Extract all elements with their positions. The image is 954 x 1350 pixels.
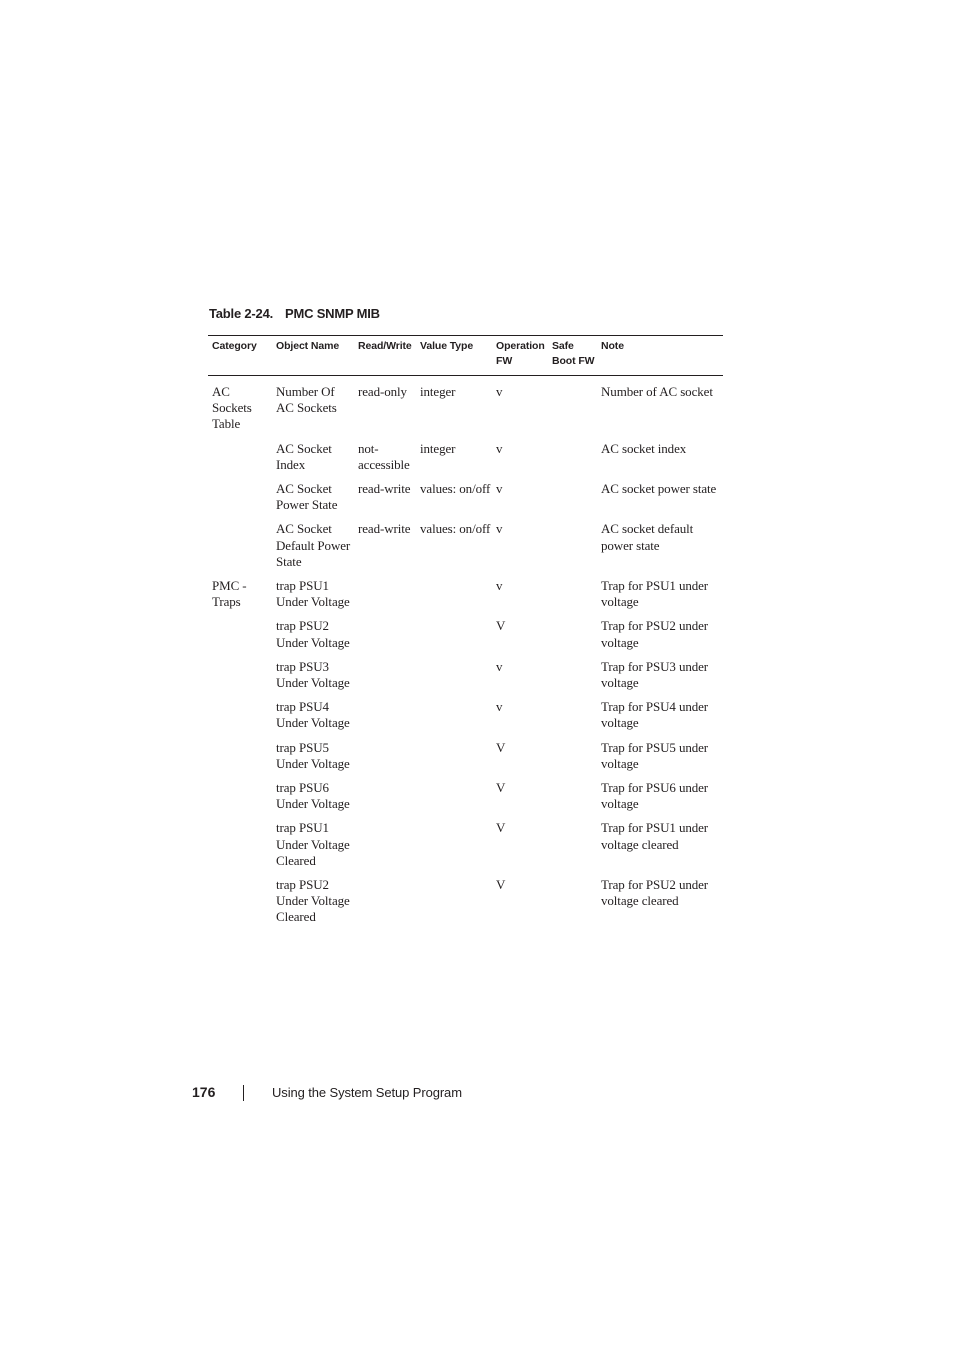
cell-operation-fw: v	[496, 658, 503, 674]
table-row	[208, 618, 723, 658]
cell-value-type: values: on/off	[420, 481, 491, 497]
table-row	[208, 699, 723, 739]
cell-safe-boot-fw	[548, 618, 597, 658]
cell-object-name: AC Socket Power State	[276, 481, 338, 513]
cell-read-write: read-write	[358, 521, 411, 537]
cell-note: AC socket default power state	[601, 521, 694, 553]
cell-operation-fw: V	[496, 877, 506, 893]
cell-safe-boot-fw	[548, 376, 597, 441]
cell-note: Trap for PSU2 under voltage cleared	[601, 877, 709, 909]
cell-category: AC Sockets Table	[212, 384, 252, 432]
cell-object-name: Number Of AC Sockets	[276, 384, 337, 416]
table-row	[208, 740, 723, 780]
cell-safe-boot-fw	[548, 441, 597, 481]
page-number: 176	[192, 1084, 216, 1100]
cell-safe-boot-fw	[548, 820, 597, 877]
cell-category	[208, 659, 272, 699]
cell-operation-fw: v	[496, 440, 503, 456]
cell-safe-boot-fw	[548, 740, 597, 780]
cell-operation-fw: V	[496, 739, 506, 755]
cell-safe-boot-fw	[548, 699, 597, 739]
cell-read-write: read-only	[358, 384, 407, 399]
cell-category	[208, 780, 272, 820]
table-row	[208, 659, 723, 699]
cell-value-type	[416, 877, 492, 934]
cell-object-name: AC Socket Default Power State	[276, 521, 351, 569]
cell-note: AC socket index	[601, 440, 687, 456]
cell-category	[208, 877, 272, 934]
cell-category	[208, 820, 272, 877]
cell-category	[208, 740, 272, 780]
cell-operation-fw: V	[496, 780, 506, 796]
cell-operation-fw: v	[496, 578, 503, 594]
cell-category	[208, 441, 272, 481]
cell-object-name: trap PSU3 Under Voltage	[276, 658, 350, 691]
pmc-snmp-mib-table	[208, 335, 723, 934]
table-caption	[209, 306, 380, 321]
cell-category: PMC - Traps	[212, 578, 247, 610]
header-value-type: Value Type	[416, 336, 492, 376]
cell-read-write	[354, 877, 416, 934]
cell-operation-fw: v	[496, 481, 503, 497]
cell-note: Trap for PSU4 under voltage	[601, 699, 709, 731]
cell-object-name: trap PSU4 Under Voltage	[276, 699, 350, 731]
cell-read-write	[354, 740, 416, 780]
cell-read-write	[354, 578, 416, 618]
footer-divider	[243, 1085, 244, 1101]
cell-read-write	[354, 820, 416, 877]
cell-value-type	[416, 780, 492, 820]
header-read-write: Read/Write	[354, 336, 416, 376]
table-caption-number: Table 2-24.	[209, 306, 274, 321]
header-note: Note	[597, 336, 723, 376]
cell-category	[208, 521, 272, 578]
cell-read-write	[354, 659, 416, 699]
cell-value-type	[416, 659, 492, 699]
cell-read-write: not-accessible	[358, 440, 410, 472]
cell-operation-fw: V	[496, 820, 506, 836]
cell-note: Trap for PSU3 under voltage	[601, 658, 709, 691]
cell-safe-boot-fw	[548, 780, 597, 820]
cell-operation-fw: v	[496, 521, 503, 537]
cell-value-type	[416, 740, 492, 780]
cell-note: Number of AC socket	[601, 384, 713, 399]
header-category: Category	[208, 336, 272, 376]
cell-value-type	[416, 820, 492, 877]
cell-note: Trap for PSU1 under voltage cleared	[601, 820, 709, 852]
cell-object-name: trap PSU6 Under Voltage	[276, 780, 350, 812]
table-row	[208, 441, 723, 481]
table-header-row	[208, 336, 723, 376]
table-row	[208, 820, 723, 877]
cell-category	[208, 481, 272, 521]
cell-read-write	[354, 699, 416, 739]
cell-note: Trap for PSU6 under voltage	[601, 780, 709, 812]
cell-value-type: integer	[420, 384, 456, 399]
cell-object-name: trap PSU1 Under Voltage	[276, 578, 350, 610]
table-row	[208, 578, 723, 618]
table-row	[208, 376, 723, 441]
cell-safe-boot-fw	[548, 659, 597, 699]
cell-object-name: trap PSU1 Under Voltage Cleared	[276, 820, 350, 868]
cell-value-type: values: on/off	[420, 521, 491, 537]
cell-object-name: AC Socket Index	[276, 440, 332, 472]
cell-read-write	[354, 780, 416, 820]
cell-value-type	[416, 578, 492, 618]
table-row	[208, 521, 723, 578]
table-body	[208, 376, 723, 934]
cell-note: AC socket power state	[601, 481, 717, 497]
pmc-snmp-mib-table-wrapper	[208, 335, 723, 934]
header-operation-fw: Operation FW	[492, 336, 548, 376]
cell-safe-boot-fw	[548, 521, 597, 578]
cell-object-name: trap PSU2 Under Voltage Cleared	[276, 877, 350, 925]
cell-value-type	[416, 618, 492, 658]
cell-object-name: trap PSU5 Under Voltage	[276, 739, 350, 771]
cell-read-write: read-write	[358, 481, 411, 497]
cell-operation-fw: v	[496, 384, 503, 399]
cell-object-name: trap PSU2 Under Voltage	[276, 618, 350, 650]
cell-note: Trap for PSU5 under voltage	[601, 739, 709, 771]
cell-operation-fw: V	[496, 618, 506, 634]
cell-category	[208, 618, 272, 658]
cell-safe-boot-fw	[548, 578, 597, 618]
table-row	[208, 481, 723, 521]
cell-value-type: integer	[420, 440, 456, 456]
cell-category	[208, 699, 272, 739]
table-caption-title: PMC SNMP MIB	[285, 306, 380, 321]
cell-safe-boot-fw	[548, 877, 597, 934]
cell-safe-boot-fw	[548, 481, 597, 521]
header-safe-boot-fw: Safe Boot FW	[548, 336, 597, 376]
footer-section-title: Using the System Setup Program	[272, 1085, 462, 1100]
cell-value-type	[416, 699, 492, 739]
cell-operation-fw: v	[496, 699, 503, 715]
table-row	[208, 780, 723, 820]
header-object-name: Object Name	[272, 336, 354, 376]
table-row	[208, 877, 723, 934]
cell-note: Trap for PSU1 under voltage	[601, 578, 709, 610]
cell-note: Trap for PSU2 under voltage	[601, 618, 709, 650]
cell-read-write	[354, 618, 416, 658]
